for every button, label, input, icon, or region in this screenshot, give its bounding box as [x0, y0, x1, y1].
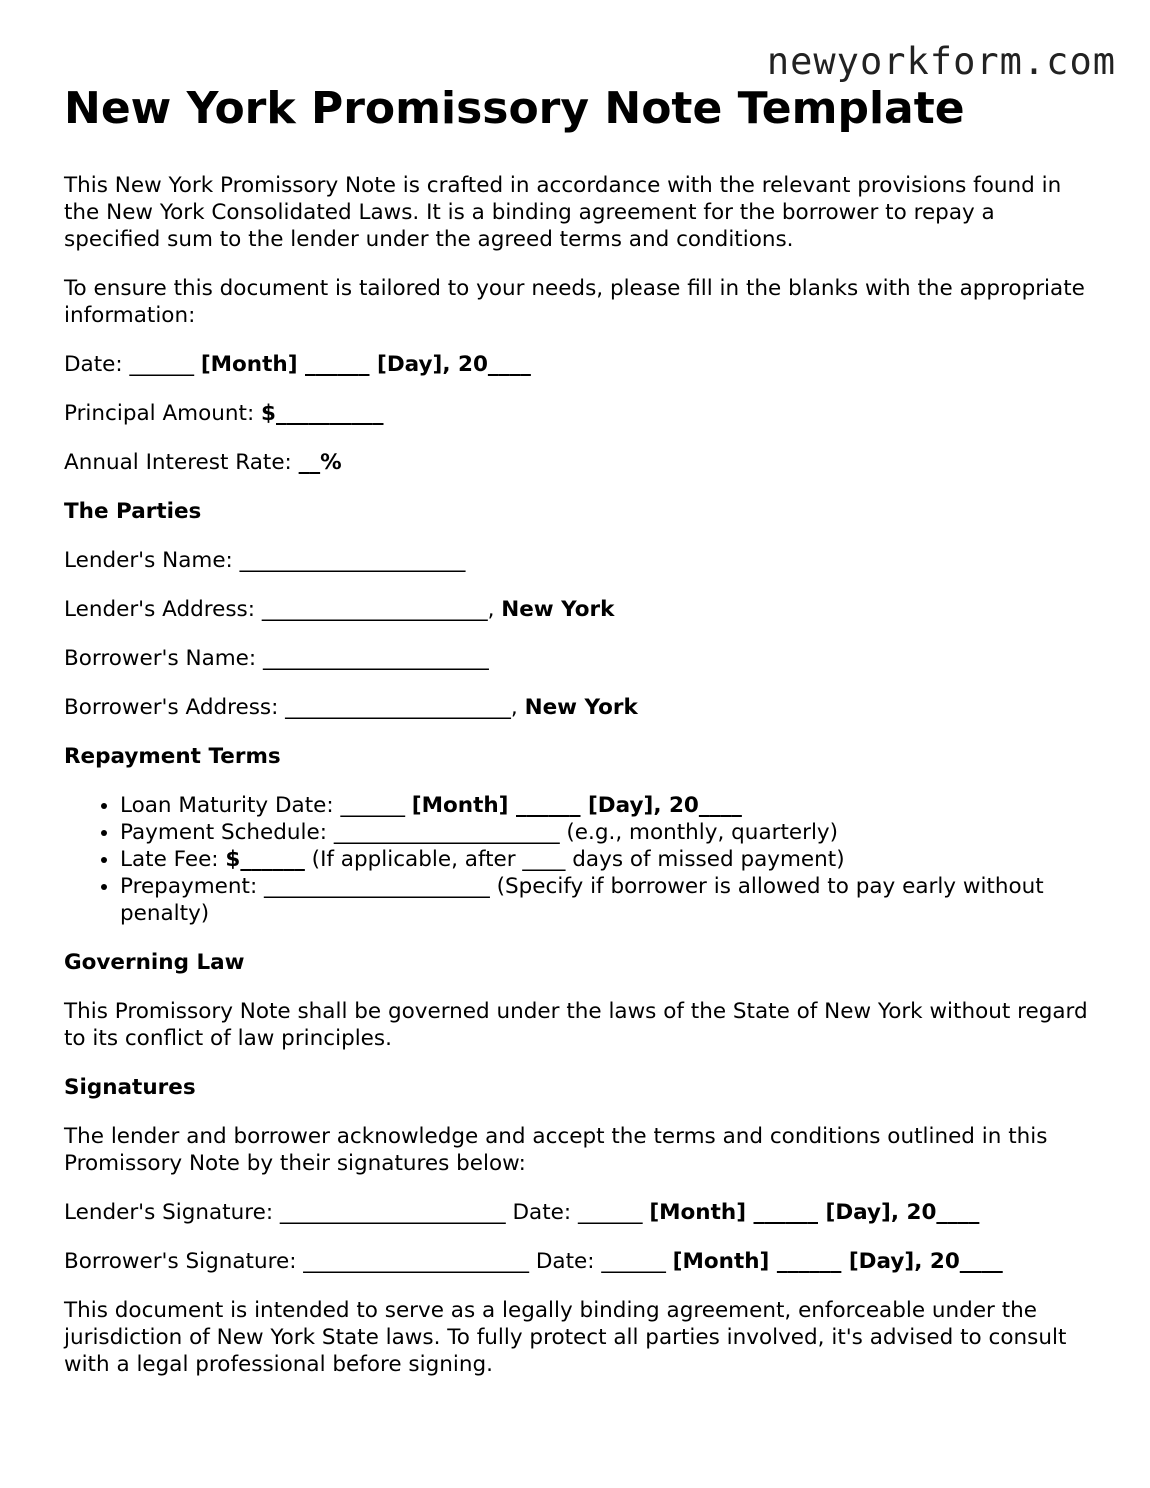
late-fee-value: $______	[225, 847, 305, 872]
lender-state: New York	[501, 597, 615, 622]
date-label: Date:	[64, 352, 130, 377]
borrower-address-label: Borrower's Address: _____________________,	[64, 695, 525, 720]
lender-address-label: Lender's Address: _____________________,	[64, 597, 502, 622]
borrower-name-field: Borrower's Name: _____________________	[64, 646, 489, 671]
list-item	[120, 792, 1094, 819]
lender-address-field	[64, 596, 1094, 623]
parties-heading: The Parties	[64, 499, 202, 524]
lender-signature-field	[64, 1199, 1094, 1226]
site-watermark: newyorkform.com	[766, 40, 1116, 83]
repayment-list	[64, 792, 1094, 927]
late-fee-label: Late Fee:	[120, 847, 226, 872]
list-item: • Payment Schedule: _____________________ (e.g., monthly, quarterly)	[120, 819, 1094, 846]
maturity-value: [Month] ______ [Day], 20____	[411, 793, 742, 818]
list-item: • Prepayment: _____________________ (Specify if borrower is allowed to pay early without penalty)	[120, 873, 1094, 927]
borrower-signature-field	[64, 1248, 1094, 1275]
interest-field	[64, 449, 1094, 476]
governing-heading: Governing Law	[64, 950, 245, 975]
interest-value: __%	[298, 450, 342, 475]
instructions-paragraph: To ensure this document is tailored to your needs, please fill in the blanks with the appropriate information:	[64, 276, 1085, 328]
list-item	[120, 846, 1094, 873]
document-page	[64, 82, 1094, 1400]
lender-signature-date: [Month] ______ [Day], 20____	[649, 1200, 980, 1225]
late-fee-rest: (If applicable, after ____ days of missed payment)	[304, 847, 845, 872]
date-field	[64, 351, 1094, 378]
borrower-signature-date: [Month] ______ [Day], 20____	[672, 1249, 1003, 1274]
borrower-signature-label: Borrower's Signature: _____________________ Date: ______	[64, 1249, 673, 1274]
intro-paragraph: This New York Promissory Note is crafted in accordance with the relevant provisions found in the New York Consolidated Laws. It is a binding agreement for the borrower to repay a specified sum to the lender under the agreed terms and conditions.	[64, 173, 1062, 252]
principal-field	[64, 400, 1094, 427]
lender-signature-label: Lender's Signature: _____________________ Date: ______	[64, 1200, 650, 1225]
borrower-address-field	[64, 694, 1094, 721]
interest-label: Annual Interest Rate:	[64, 450, 299, 475]
principal-label: Principal Amount:	[64, 401, 262, 426]
date-value: [Month] ______ [Day], 20____	[200, 352, 531, 377]
signatures-paragraph: The lender and borrower acknowledge and accept the terms and conditions outlined in this Promissory Note by their signatures below:	[64, 1124, 1048, 1176]
signatures-heading: Signatures	[64, 1075, 196, 1100]
borrower-state: New York	[524, 695, 638, 720]
date-blank: ______	[129, 352, 201, 377]
governing-paragraph: This Promissory Note shall be governed under the laws of the State of New York without regard to its conflict of law principles.	[64, 999, 1088, 1051]
maturity-label: Loan Maturity Date: ______	[120, 793, 412, 818]
principal-value: $__________	[261, 401, 384, 426]
repayment-heading: Repayment Terms	[64, 744, 281, 769]
page-title: New York Promissory Note Template	[64, 83, 965, 134]
closing-paragraph: This document is intended to serve as a legally binding agreement, enforceable under the jurisdiction of New York State laws. To fully protect all parties involved, it's advised to consult with a legal professional before signing.	[64, 1298, 1067, 1377]
lender-name-field: Lender's Name: _____________________	[64, 548, 466, 573]
